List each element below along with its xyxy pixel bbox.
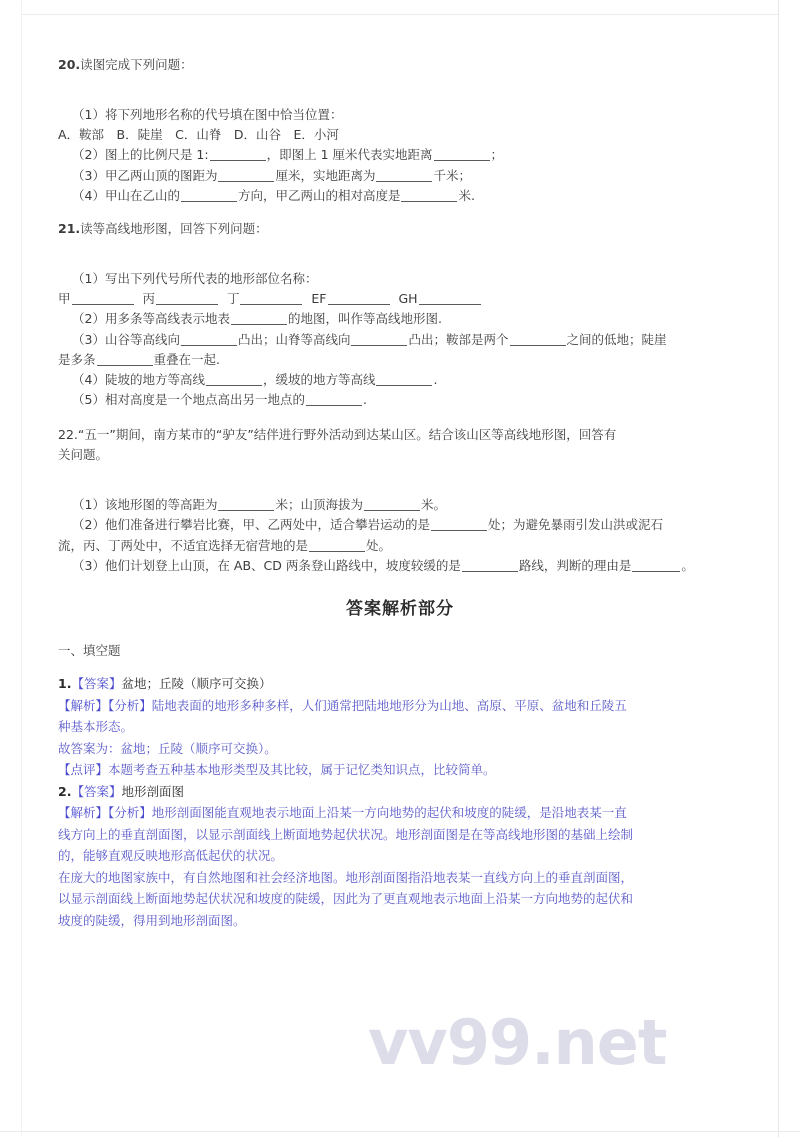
answer-blank[interactable] xyxy=(206,373,262,386)
question-21-number: 21. xyxy=(58,221,81,236)
question-22-stem-line2 xyxy=(58,445,742,465)
question-21-stem xyxy=(58,220,742,239)
question-21-item-3 xyxy=(58,330,742,350)
answer-blank[interactable] xyxy=(434,148,490,161)
answer-blank[interactable] xyxy=(510,333,566,346)
answer-1-comment-line xyxy=(58,759,742,781)
item-text-cont-pre: 是多条 xyxy=(58,351,96,367)
answer-item-1 xyxy=(58,673,742,781)
question-20-options xyxy=(58,125,742,145)
item-text-post: 的地图，叫作等高线地形图. xyxy=(287,311,442,327)
analysis-tag: 【解析】【分析】 xyxy=(58,697,152,713)
answer-blank[interactable] xyxy=(401,189,457,202)
question-21-item-4 xyxy=(58,370,742,390)
answer-blank[interactable] xyxy=(309,539,365,552)
answer-blank[interactable] xyxy=(328,292,390,305)
item-text-mid: 处；为避免暴雨引发山洪或泥石 xyxy=(487,517,663,533)
question-21-blanks-row xyxy=(58,289,742,309)
answer-blank[interactable] xyxy=(210,148,266,161)
answer-tag: 【答案】 xyxy=(71,676,122,691)
answer-1-headline xyxy=(58,673,742,695)
question-21-item-2 xyxy=(58,309,742,329)
analysis-text: 以显示剖面线上断面地势起伏状况和坡度的陡缓，因此为了更直观地表示地面上沿某一方向地势的起伏和 xyxy=(58,891,634,906)
item-text-pre: 他们计划登上山顶，在 AB、CD 两条登山路线中，坡度较缓的是 xyxy=(104,557,461,573)
answer-blank[interactable] xyxy=(462,559,518,572)
item-text-post: 千米； xyxy=(433,167,471,183)
answer-blank[interactable] xyxy=(218,169,274,182)
question-20-number: 20. xyxy=(58,57,81,72)
answer-blank[interactable] xyxy=(431,518,487,531)
question-21 xyxy=(58,220,742,411)
analysis-text: 的，能够直观反映地形高低起伏的状况。 xyxy=(58,848,284,863)
answer-index: 2. xyxy=(58,783,72,799)
question-22-item-1 xyxy=(58,495,742,515)
answer-blank[interactable] xyxy=(181,333,237,346)
item-label: （1） xyxy=(72,106,105,122)
item-text-mid: ，缓坡的地方等高线 xyxy=(262,372,376,387)
analysis-text: 在庞大的地图家族中，有自然地图和社会经济地图。地形剖面图指沿地表某一直线方向上的垂直剖面图， xyxy=(58,869,634,885)
answer-blank[interactable] xyxy=(156,292,218,305)
analysis-text: 故答案为：盆地；丘陵（顺序可交换）。 xyxy=(58,740,277,756)
answer-1-analysis-line-2 xyxy=(58,716,742,738)
question-21-stem-text: 读等高线地形图，回答下列问题： xyxy=(80,221,268,236)
answer-2-analysis-line-6 xyxy=(58,910,742,932)
answer-blank[interactable] xyxy=(306,393,362,406)
answer-section-subtitle: 一、填空题 xyxy=(58,643,121,658)
spacer xyxy=(58,247,742,269)
item-text-pre: 图上的比例尺是 1: xyxy=(104,147,209,163)
item-text-pre: 甲乙两山顶的图距为 xyxy=(104,167,218,183)
item-text-mid: 厘米，实地距离为 xyxy=(275,167,376,183)
spacer xyxy=(58,411,742,425)
question-20-item-1 xyxy=(58,105,742,125)
item-text-cont-post: 处。 xyxy=(366,537,392,553)
answer-blank[interactable] xyxy=(376,373,432,386)
answer-blank[interactable] xyxy=(419,292,481,305)
answer-index: 1. xyxy=(58,676,72,691)
answer-blank[interactable] xyxy=(351,333,407,346)
answer-2-headline xyxy=(58,781,742,803)
answer-blank[interactable] xyxy=(632,559,680,572)
comment-tag: 【点评】 xyxy=(58,762,109,777)
blank-label-bing: 丙 xyxy=(142,291,155,306)
item-text-mid2: 凸出；鞍部是两个 xyxy=(408,331,509,347)
question-20-item-4 xyxy=(58,186,742,206)
item-text-post: . xyxy=(362,392,367,408)
item-text-mid3: 之间的低地；陡崖 xyxy=(566,331,667,347)
item-label: （5） xyxy=(72,392,105,408)
item-text: 将下列地形名称的代号填在图中恰当位置： xyxy=(104,106,343,122)
analysis-text: 种基本形态。 xyxy=(58,719,134,734)
item-text-cont-post: 重叠在一起. xyxy=(153,351,220,367)
item-text-mid: 方向，甲乙两山的相对高度是 xyxy=(237,187,401,203)
question-21-item-5 xyxy=(58,390,742,410)
blank-label-ef: EF xyxy=(311,291,327,306)
answer-tag: 【答案】 xyxy=(71,783,122,799)
answer-blank[interactable] xyxy=(181,189,237,202)
answer-blank[interactable] xyxy=(72,292,134,305)
spacer xyxy=(58,465,742,495)
blank-label-jia: 甲 xyxy=(58,291,71,306)
item-text-pre: 他们准备进行攀岩比赛，甲、乙两处中，适合攀岩运动的是 xyxy=(104,517,430,533)
analysis-text: 线方向上的垂直剖面图，以显示剖面线上断面地势起伏状况。地形剖面图是在等高线地形图的基础上绘制 xyxy=(58,826,634,842)
answer-1-analysis-line-3 xyxy=(58,738,742,760)
answer-blank[interactable] xyxy=(97,353,153,366)
item-label: （4） xyxy=(72,372,105,387)
question-20-stem-text: 读图完成下列问题： xyxy=(80,57,193,72)
answer-blank[interactable] xyxy=(364,498,420,511)
item-text-pre: 该地形图的等高距为 xyxy=(104,497,218,512)
item-text-mid: ，即图上 1 厘米代表实地距离 xyxy=(266,147,433,163)
page-frame-bottom xyxy=(0,1131,800,1132)
item-text-mid: 米；山顶海拔为 xyxy=(275,497,363,512)
analysis-tag: 【解析】【分析】 xyxy=(58,805,152,820)
item-text-mid: 路线，判断的理由是 xyxy=(518,557,632,573)
answer-2-analysis-line-4 xyxy=(58,867,742,889)
options-text: A．鞍部 B．陡崖 C．山脊 D．山谷 E．小河 xyxy=(58,127,339,142)
answer-blank[interactable] xyxy=(240,292,302,305)
item-text-pre: 用多条等高线表示地表 xyxy=(104,311,230,327)
question-22-stem-text-2: 关问题。 xyxy=(58,446,109,462)
question-22-stem-text-1: “五一”期间，南方某市的“驴友”结伴进行野外活动到达某山区。结合该山区等高线地形图，回答有 xyxy=(77,426,617,442)
item-text-pre: 山谷等高线向 xyxy=(104,331,180,347)
analysis-text: 地形剖面图能直观地表示地面上沿某一方向地势的起伏和坡度的陡缓，是沿地表某一直 xyxy=(151,805,627,820)
item-text-post: 米. xyxy=(458,187,475,203)
answer-section-title: 答案解析部分 xyxy=(346,599,454,619)
analysis-text: 陆地表面的地形多种多样，人们通常把陆地地形分为山地、高原、平原、盆地和丘陵五 xyxy=(151,697,627,713)
item-text-pre: 陡坡的地方等高线 xyxy=(104,372,205,387)
item-text-post: 。 xyxy=(681,557,694,573)
question-20-stem xyxy=(58,56,742,75)
item-label: （3） xyxy=(72,557,105,573)
blank-label-ding: 丁 xyxy=(226,291,240,306)
question-21-item-3-cont xyxy=(58,350,742,370)
analysis-text: 坡度的陡缓，得用到地形剖面图。 xyxy=(58,912,246,928)
question-22-item-2 xyxy=(58,515,742,535)
question-22-stem-line1 xyxy=(58,425,742,445)
spacer xyxy=(58,83,742,105)
item-text-pre: 甲山在乙山的 xyxy=(104,187,180,203)
item-label: （2） xyxy=(72,147,105,163)
answer-blank[interactable] xyxy=(218,498,274,511)
question-22-number: 22. xyxy=(58,426,78,442)
answer-1-analysis-line-1 xyxy=(58,695,742,717)
answer-value: 地形剖面图 xyxy=(121,783,184,799)
watermark: vv99.net xyxy=(368,1006,667,1079)
comment-text: 本题考查五种基本地形类型及其比较，属于记忆类知识点，比较简单。 xyxy=(108,762,496,777)
answer-blank[interactable] xyxy=(376,169,432,182)
answer-value: 盆地；丘陵（顺序可交换） xyxy=(121,676,272,691)
answer-2-analysis-line-2 xyxy=(58,824,742,846)
item-text-pre: 相对高度是一个地点高出另一地点的 xyxy=(104,392,305,408)
answer-blank[interactable] xyxy=(231,312,287,325)
item-text-cont-pre: 流，丙、丁两处中，不适宜选择无宿营地的是 xyxy=(58,537,309,553)
answer-2-analysis-line-1 xyxy=(58,802,742,824)
item-label: （2） xyxy=(72,311,105,327)
answer-2-analysis-line-5 xyxy=(58,888,742,910)
question-22-item-2-cont xyxy=(58,536,742,556)
item-label: （1） xyxy=(72,497,105,512)
item-text: 写出下列代号所代表的地形部位名称： xyxy=(104,270,318,286)
item-text-post: . xyxy=(433,372,438,387)
question-21-item-1 xyxy=(58,269,742,289)
item-text-post: 米。 xyxy=(420,497,446,512)
answer-item-2 xyxy=(58,781,742,932)
question-20 xyxy=(58,56,742,206)
item-label: （3） xyxy=(72,167,105,183)
blank-label-gh: GH xyxy=(398,291,418,306)
item-label: （3） xyxy=(72,331,105,347)
question-22-item-3 xyxy=(58,556,742,576)
question-22 xyxy=(58,425,742,577)
item-label: （1） xyxy=(72,270,105,286)
spacer xyxy=(58,206,742,220)
answer-2-analysis-line-3 xyxy=(58,845,742,867)
question-20-item-2 xyxy=(58,145,742,165)
item-text-post: ； xyxy=(490,147,504,163)
item-label: （2） xyxy=(72,517,105,533)
question-20-item-3 xyxy=(58,166,742,186)
item-label: （4） xyxy=(72,187,105,203)
item-text-mid: 凸出；山脊等高线向 xyxy=(237,331,351,347)
